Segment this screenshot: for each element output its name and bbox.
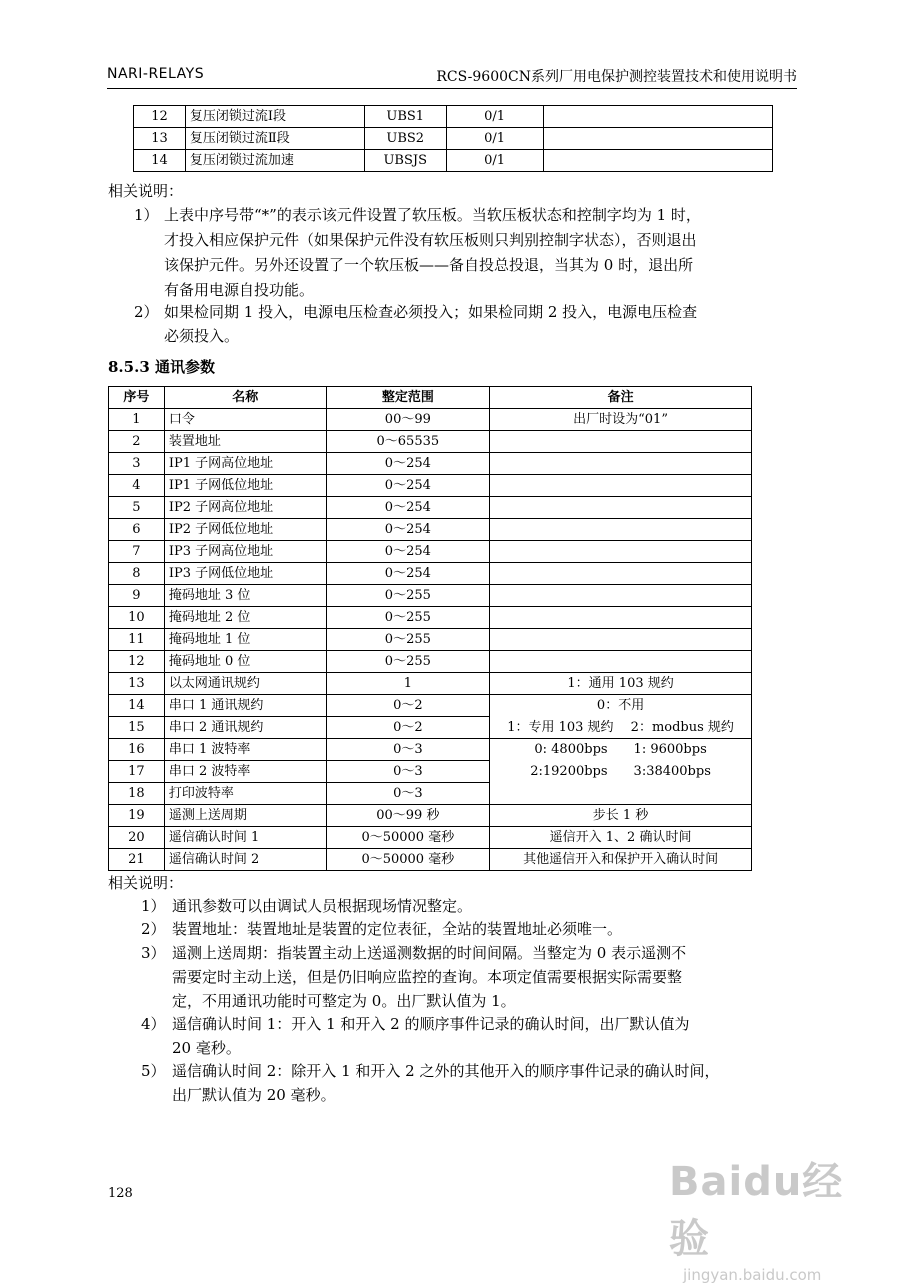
row-remark: 1：通用 103 规约 (490, 673, 752, 695)
watermark-logo: Baidu经验 (669, 1159, 844, 1262)
row-name: IP1 子网高位地址 (164, 453, 326, 475)
row-range: 0～3 (326, 761, 490, 783)
row-name: 掩码地址 2 位 (164, 607, 326, 629)
col-header-remark: 备注 (490, 387, 752, 409)
row-remark (490, 651, 752, 673)
row-number: 1 (109, 409, 165, 431)
table-row (109, 519, 752, 541)
table-row (109, 717, 752, 739)
row-name: 串口 1 通讯规约 (164, 695, 326, 717)
note-line: 定，不用通讯功能时可整定为 0。出厂默认值为 1。 (172, 992, 516, 1010)
header-divider (107, 88, 797, 89)
note-line: 遥信确认时间 1：开入 1 和开入 2 的顺序事件记录的确认时间，出厂默认值为 (172, 1015, 690, 1033)
row-remark: 1：专用 103 规约 2：modbus 规约 (490, 717, 752, 739)
row-number: 16 (109, 739, 165, 761)
row-range: 0～2 (326, 717, 490, 739)
row-number: 20 (109, 827, 165, 849)
note-line: 出厂默认值为 20 毫秒。 (172, 1086, 336, 1104)
note-line: 遥信确认时间 2：除开入 1 和开入 2 之外的其他开入的顺序事件记录的确认时间， (172, 1062, 720, 1080)
row-name: 口令 (164, 409, 326, 431)
row-number: 17 (109, 761, 165, 783)
row-number: 15 (109, 717, 165, 739)
note-line: 有备用电源自投功能。 (164, 281, 315, 299)
row-number: 12 (109, 651, 165, 673)
row-note (543, 106, 773, 128)
table-row (109, 497, 752, 519)
row-name: 打印波特率 (164, 783, 326, 805)
row-name: IP2 子网高位地址 (164, 497, 326, 519)
notes-label: 相关说明： (108, 182, 184, 200)
row-remark (490, 453, 752, 475)
table-row (109, 607, 752, 629)
note-number: 2） (134, 303, 159, 321)
note-line: 上表中序号带“*”的表示该元件设置了软压板。当软压板状态和控制字均为 1 时， (164, 206, 701, 224)
table-row (109, 563, 752, 585)
row-remark (490, 607, 752, 629)
row-range: 0～50000 毫秒 (326, 827, 490, 849)
table-row (109, 827, 752, 849)
section-title: 8.5.3 通讯参数 (108, 358, 215, 376)
row-name: 复压闭锁过流Ⅰ段 (185, 106, 364, 128)
row-remark: 2:19200bps 3:38400bps (490, 761, 752, 783)
row-note (543, 150, 773, 172)
table-row (109, 695, 752, 717)
row-number: 14 (134, 150, 186, 172)
table-row (109, 409, 752, 431)
row-name: 复压闭锁过流Ⅱ段 (185, 128, 364, 150)
row-range: 0～254 (326, 497, 490, 519)
table-row (109, 585, 752, 607)
row-name: 装置地址 (164, 431, 326, 453)
row-range: 0/1 (446, 106, 543, 128)
row-remark (490, 497, 752, 519)
note-number: 3） (141, 944, 166, 962)
row-remark (490, 431, 752, 453)
row-number: 3 (109, 453, 165, 475)
row-number: 10 (109, 607, 165, 629)
table-row (134, 150, 773, 172)
row-name: 复压闭锁过流加速 (185, 150, 364, 172)
note-line: 20 毫秒。 (172, 1039, 241, 1057)
row-remark (490, 475, 752, 497)
row-number: 5 (109, 497, 165, 519)
note-line: 如果检同期 1 投入，电源电压检查必须投入；如果检同期 2 投入，电源电压检查 (164, 303, 698, 321)
table-row (109, 849, 752, 871)
row-name: 掩码地址 0 位 (164, 651, 326, 673)
note-line: 才投入相应保护元件（如果保护元件没有软压板则只判别控制字状态），否则退出 (164, 231, 697, 249)
row-range: 1 (326, 673, 490, 695)
table-row (134, 106, 773, 128)
row-number: 7 (109, 541, 165, 563)
table-row (134, 128, 773, 150)
note-number: 2） (141, 920, 166, 938)
table-row (109, 629, 752, 651)
row-number: 2 (109, 431, 165, 453)
baidu-watermark (669, 1150, 859, 1284)
row-range: 0～3 (326, 783, 490, 805)
row-name: 串口 2 通讯规约 (164, 717, 326, 739)
row-number: 8 (109, 563, 165, 585)
row-code: UBS2 (364, 128, 446, 150)
row-range: 0/1 (446, 150, 543, 172)
row-remark: 其他遥信开入和保护开入确认时间 (490, 849, 752, 871)
row-remark (490, 783, 752, 805)
row-range: 0～50000 毫秒 (326, 849, 490, 871)
note-number: 5） (141, 1062, 166, 1080)
row-name: 掩码地址 1 位 (164, 629, 326, 651)
row-number: 9 (109, 585, 165, 607)
row-range: 0～3 (326, 739, 490, 761)
row-range: 0～255 (326, 607, 490, 629)
row-name: 串口 2 波特率 (164, 761, 326, 783)
row-name: IP2 子网低位地址 (164, 519, 326, 541)
row-code: UBSJS (364, 150, 446, 172)
row-range: 00～99 (326, 409, 490, 431)
row-number: 21 (109, 849, 165, 871)
table-header-row (109, 387, 752, 409)
row-name: 遥测上送周期 (164, 805, 326, 827)
row-number: 12 (134, 106, 186, 128)
note-number: 1） (134, 206, 159, 224)
row-remark: 遥信开入 1、2 确认时间 (490, 827, 752, 849)
table-row (109, 783, 752, 805)
row-remark (490, 585, 752, 607)
row-range: 0～254 (326, 563, 490, 585)
note-line: 需要定时主动上送，但是仍旧响应监控的查询。本项定值需要根据实际需要整 (172, 968, 683, 986)
row-remark (490, 541, 752, 563)
row-range: 0～255 (326, 651, 490, 673)
row-range: 0/1 (446, 128, 543, 150)
notes-label: 相关说明： (108, 874, 184, 892)
col-header-name: 名称 (164, 387, 326, 409)
note-line: 遥测上送周期：指装置主动上送遥测数据的时间间隔。当整定为 0 表示遥测不 (172, 944, 687, 962)
note-line: 必须投入。 (164, 327, 240, 345)
note-line: 装置地址：装置地址是装置的定位表征，全站的装置地址必须唯一。 (172, 920, 623, 938)
table-row (109, 761, 752, 783)
row-number: 4 (109, 475, 165, 497)
row-number: 11 (109, 629, 165, 651)
row-range: 0～2 (326, 695, 490, 717)
row-number: 13 (109, 673, 165, 695)
row-name: IP3 子网高位地址 (164, 541, 326, 563)
header-title: RCS-9600CN系列厂用电保护测控装置技术和使用说明书 (436, 69, 797, 85)
row-range: 0～254 (326, 475, 490, 497)
note-number: 4） (141, 1015, 166, 1033)
row-name: IP1 子网低位地址 (164, 475, 326, 497)
row-remark: 出厂时设为“01” (490, 409, 752, 431)
table-row (109, 739, 752, 761)
row-remark (490, 563, 752, 585)
row-remark (490, 519, 752, 541)
row-number: 14 (109, 695, 165, 717)
watermark-url: jingyan.baidu.com (683, 1266, 822, 1284)
row-range: 0～254 (326, 519, 490, 541)
note-line: 该保护元件。另外还设置了一个软压板——备自投总投退，当其为 0 时，退出所 (164, 256, 694, 274)
row-number: 6 (109, 519, 165, 541)
row-range: 00～99 秒 (326, 805, 490, 827)
row-name: 掩码地址 3 位 (164, 585, 326, 607)
col-header-range: 整定范围 (326, 387, 490, 409)
row-number: 18 (109, 783, 165, 805)
row-remark: 0：不用 (490, 695, 752, 717)
row-remark (490, 629, 752, 651)
row-range: 0～254 (326, 453, 490, 475)
table-row (109, 453, 752, 475)
table-row (109, 805, 752, 827)
row-code: UBS1 (364, 106, 446, 128)
table-row (109, 673, 752, 695)
row-name: 串口 1 波特率 (164, 739, 326, 761)
header-brand: NARI-RELAYS (107, 66, 205, 82)
row-note (543, 128, 773, 150)
col-header-number: 序号 (109, 387, 165, 409)
table-row (109, 431, 752, 453)
table-row (109, 475, 752, 497)
row-name: 以太网通讯规约 (164, 673, 326, 695)
row-name: IP3 子网低位地址 (164, 563, 326, 585)
page-number: 128 (108, 1186, 133, 1201)
note-number: 1） (141, 897, 166, 915)
row-remark: 步长 1 秒 (490, 805, 752, 827)
row-range: 0～255 (326, 629, 490, 651)
note-line: 通讯参数可以由调试人员根据现场情况整定。 (172, 897, 473, 915)
table-row (109, 651, 752, 673)
table-row (109, 541, 752, 563)
comm-params-table (108, 386, 752, 871)
row-range: 0～254 (326, 541, 490, 563)
row-range: 0～65535 (326, 431, 490, 453)
protection-settings-table (133, 105, 773, 172)
row-range: 0～255 (326, 585, 490, 607)
row-number: 19 (109, 805, 165, 827)
row-name: 遥信确认时间 2 (164, 849, 326, 871)
row-name: 遥信确认时间 1 (164, 827, 326, 849)
row-remark: 0: 4800bps 1: 9600bps (490, 739, 752, 761)
row-number: 13 (134, 128, 186, 150)
